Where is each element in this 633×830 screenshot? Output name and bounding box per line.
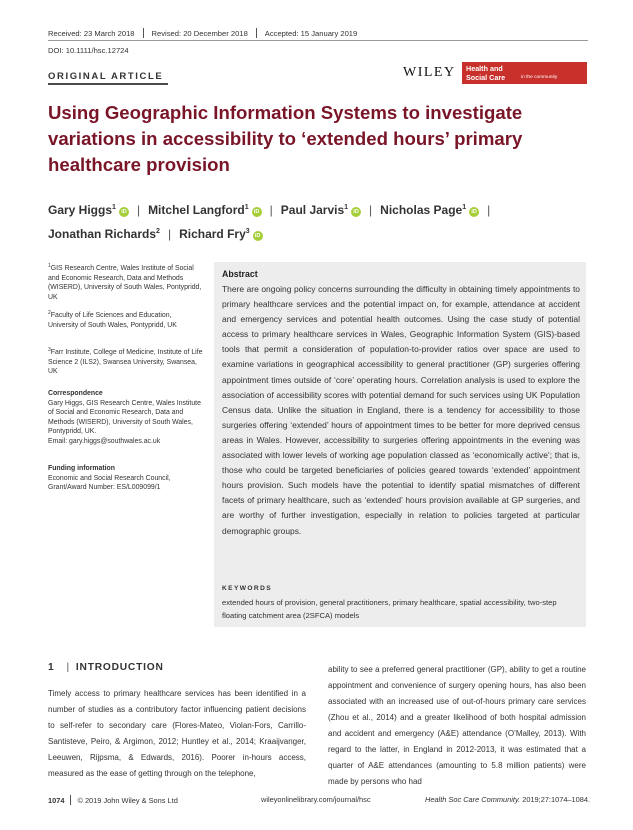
submission-dates (48, 28, 357, 38)
author[interactable]: Paul Jarvis$^1$iD (281, 203, 361, 217)
abstract-box (214, 262, 586, 627)
article-type-rule (48, 83, 168, 85)
header-rule (48, 40, 588, 41)
copyright: © 2019 John Wiley & Sons Ltd (77, 795, 178, 805)
date-divider (143, 28, 144, 38)
body-column-right: ability to see a preferred general practitioner (GP), ability to get a routine appointment and convenience of surgery opening hours, has also been associated with an increased use of out-of-hours primary care services (Zhou et al., 2014) and a greater likelihood of both hospital admission and accident and emergency (A&E) attendance (O’Malley, 2013). With regard to the latter, in England in 2012-2013, it was estimated that a quarter of A&E attendances (amounting to 5.8 million patients) were made by persons who had (328, 665, 586, 786)
author[interactable]: Mitchel Langford$^1$iD (148, 203, 262, 217)
author[interactable]: Jonathan Richards$^2$ (48, 227, 160, 241)
correspondence-heading: Correspondence (48, 390, 103, 397)
journal-url[interactable]: wileyonlinelibrary.com/journal/hsc (261, 795, 371, 804)
orcid-icon[interactable]: iD (253, 231, 263, 241)
footer-left (48, 795, 178, 805)
citation-volume: 2019;27:1074–1084. (522, 795, 591, 804)
received-date: Received: 23 March 2018 (48, 28, 135, 38)
abstract-heading: Abstract (222, 269, 258, 279)
orcid-icon[interactable]: iD (119, 207, 129, 217)
journal-logo (462, 62, 587, 84)
affiliation: $^2$Faculty of Life Sciences and Education, University of South Wales, Pontypridd, UK (48, 310, 177, 329)
section-title: INTRODUCTION (75, 662, 164, 673)
author[interactable]: Richard Fry$^3$iD (179, 227, 263, 241)
citation (425, 795, 590, 804)
footer-divider (70, 795, 71, 805)
publisher-logo: WILEY (403, 65, 456, 80)
correspondence (48, 389, 203, 447)
journal-logo-line3: in the community (521, 74, 558, 80)
accepted-date: Accepted: 15 January 2019 (264, 28, 358, 38)
funding-text: Economic and Social Research Council, Grant/Award Number: ES/L009099/1 (48, 474, 171, 492)
section-number: 1 (48, 662, 55, 673)
body-column-left: Timely access to primary healthcare services has been identified in a number of studies as a contributory factor influencing patient decisions to self-refer to secondary care (Flores-Mateo, Violan-Fors, Carrillo-Santisteve, Peiro, & Argimon, 2012; Huntley et al., 2014; Kraaijvanger, Leeuwen, Rijpsma, & Edwards, 2016). Poorer in-hours access, measured as the ease of getting through on the telephone, (48, 689, 306, 778)
journal-logo-line2: Social Care (466, 73, 506, 82)
article-type: ORIGINAL ARTICLE (48, 71, 164, 82)
keywords-text: extended hours of provision, general practitioners, primary healthcare, spatial accessibility, two-step floating catchment area (2SFCA) models (222, 598, 557, 620)
orcid-icon[interactable]: iD (351, 207, 361, 217)
journal-logo-line1: Health and (466, 64, 503, 73)
author[interactable]: Nicholas Page$^1$iD (380, 203, 479, 217)
keywords-heading: KEYWORDS (222, 585, 273, 592)
affiliation: $^3$Farr Institute, College of Medicine, Institute of Life Science 2 (ILS2), Swansea University, Swansea, UK (48, 347, 203, 376)
revised-date: Revised: 20 December 2018 (151, 28, 248, 38)
page-number: 1074 (48, 795, 65, 805)
funding-heading: Funding information (48, 465, 115, 472)
date-divider (256, 28, 257, 38)
abstract-text: There are ongoing policy concerns surrounding the difficulty in obtaining timely appointments to primary healthcare services and the potential impact on, for example, attendance at accident and emergency services and potential health outcomes. Using the case study of potential access to primary healthcare services in Wales, Geographic Information System (GIS)-based tools that permit a consideration of population-to-provider ratios over space are used to examine variations in geographical accessibility to general practitioner (GP) surgeries offering appointment times outside of ‘core’ operating hours. Correlation analysis is used to explore the association of accessibility scores with potential demand for such services using UK Population Census data. Unlike the situation in England, there is a tendency for accessibility to those surgeries offering ‘extended’ hours of appointment times to be better for more deprived census areas in Wales. However, accessibility to surgeries offering appointments in the evening was associated with lower levels of working age population classed as ‘economically active’; that is, those who could be targeted beneficiaries of policies geared towards ‘extended’ appointment hours provision. Such models have the potential to identify spatial mismatches of different facets of primary healthcare, such as ‘extended’ hours provision available at GP surgeries, and are worthy of further investigation, especially in relation to policies targeted at particular demographic groups. (222, 284, 580, 536)
article-title: Using Geographic Information Systems to investigate variations in accessibility to ‘extended hours’ primary healthcare provision (48, 102, 523, 175)
correspondence-email[interactable]: Email: gary.higgs@southwales.ac.uk (48, 437, 161, 445)
orcid-icon[interactable]: iD (469, 207, 479, 217)
orcid-icon[interactable]: iD (252, 207, 262, 217)
correspondence-text: Gary Higgs, GIS Research Centre, Wales Institute of Social and Economic Research, Data and Methods (WISERD), University of South Wales, Pontypridd, UK. (48, 399, 201, 436)
affiliation: $^1$GIS Research Centre, Wales Institute of Social and Economic Research, Data and Methods (WISERD), University of South Wales, Pontypridd, UK (48, 263, 202, 301)
funding (48, 464, 203, 493)
citation-journal: Health Soc Care Community. (425, 795, 521, 804)
doi[interactable]: DOI: 10.1111/hsc.12724 (48, 46, 129, 55)
section-heading: 1 | INTRODUCTION (48, 662, 164, 673)
author[interactable]: Gary Higgs$^1$iD (48, 203, 129, 217)
author-list: Gary Higgs$^1$iD | Mitchel Langford$^1$iD | Paul Jarvis$^1$iD | Nicholas Page$^1$iD | Jonathan Richards$^2$ | Richard Fry$^3$iD (48, 203, 491, 241)
